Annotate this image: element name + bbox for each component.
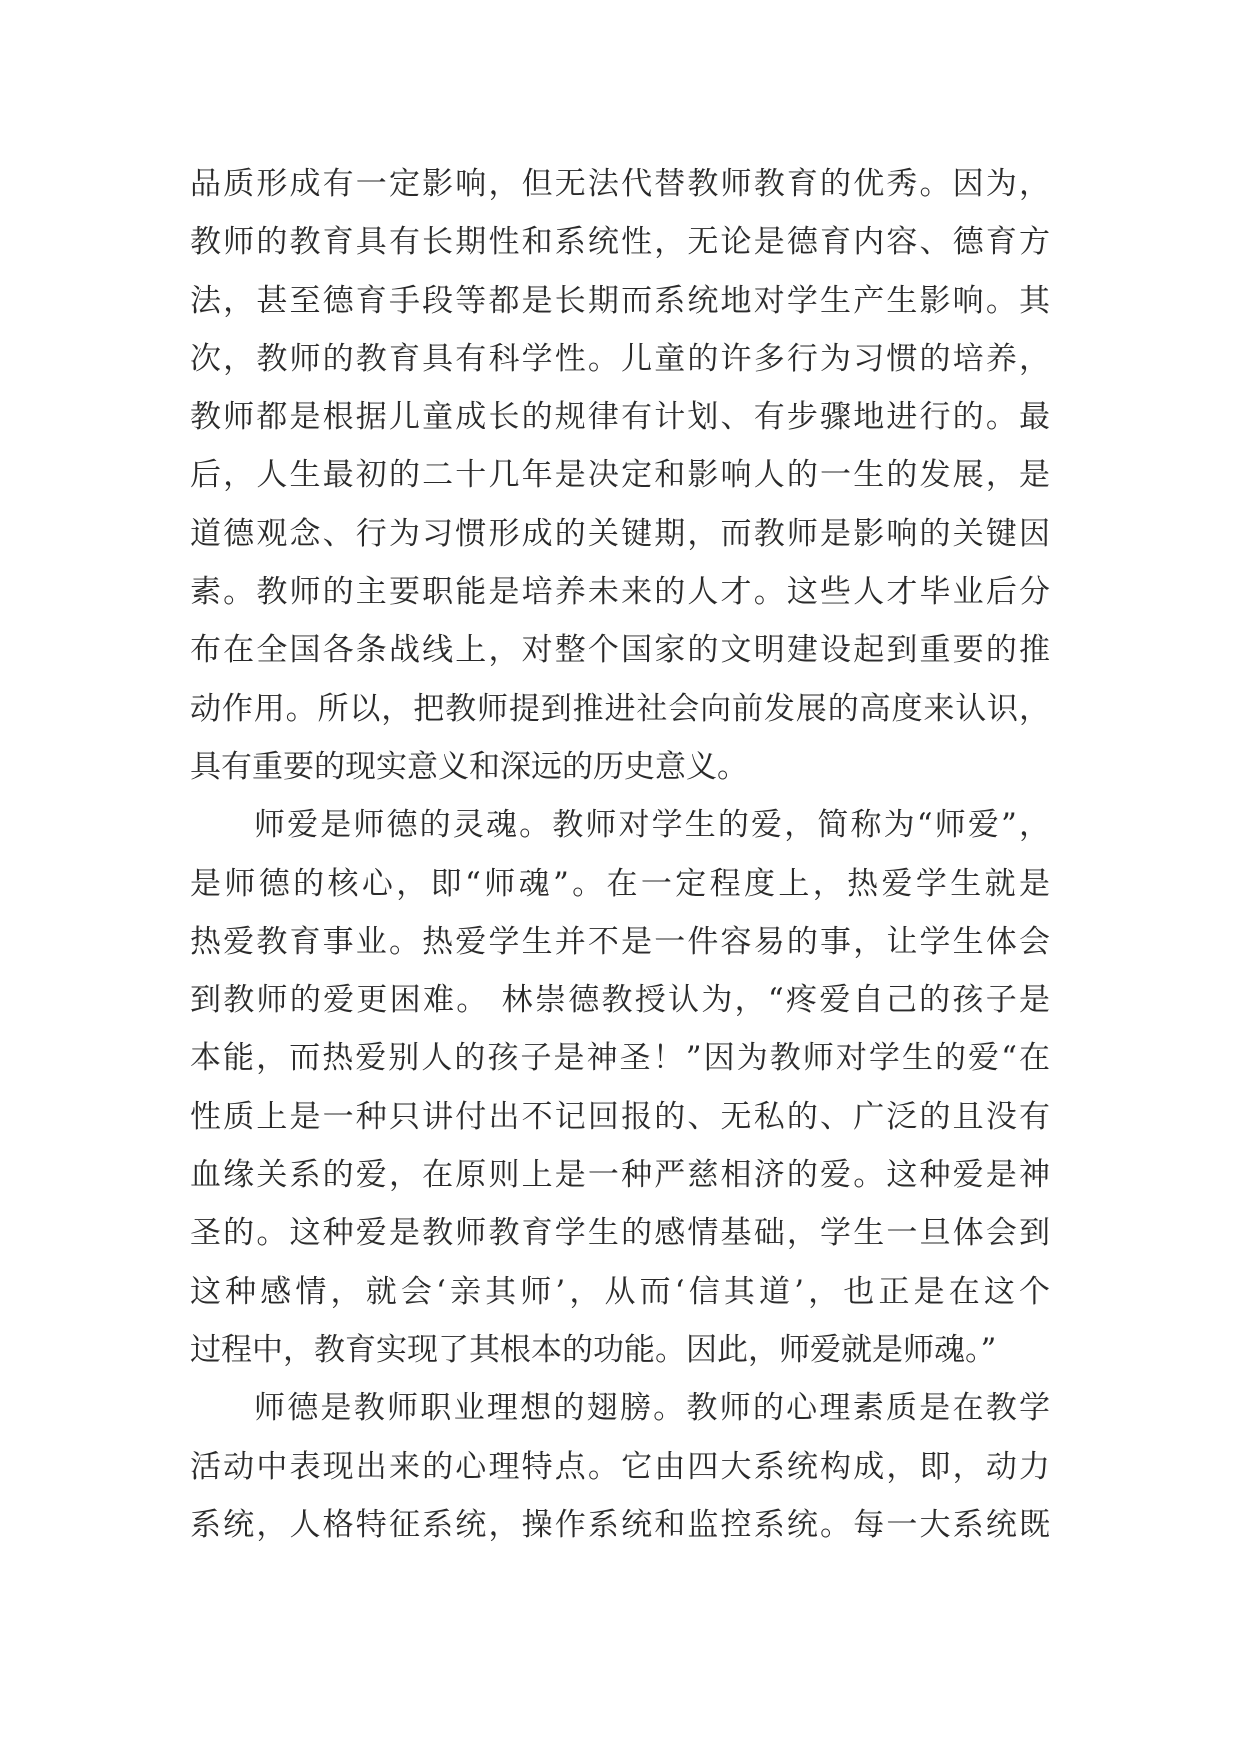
text-line: 热爱教育事业。热爱学生并不是一件容易的事，让学生体会 bbox=[190, 923, 1050, 960]
text-line: 法，甚至德育手段等都是长期而系统地对学生产生影响。其 bbox=[190, 282, 1050, 319]
text-line: 本能，而热爱别人的孩子是神圣！”因为教师对学生的爱“在 bbox=[190, 1040, 1050, 1077]
text-line: 活动中表现出来的心理特点。它由四大系统构成，即，动力 bbox=[190, 1448, 1050, 1485]
text-line: 这种感情，就会‘亲其师’，从而‘信其道’，也正是在这个 bbox=[190, 1273, 1050, 1310]
text-line: 具有重要的现实意义和深远的历史意义。 bbox=[190, 748, 748, 785]
text-line: 血缘关系的爱，在原则上是一种严慈相济的爱。这种爱是神 bbox=[190, 1157, 1050, 1194]
text-line: 素。教师的主要职能是培养未来的人才。这些人才毕业后分 bbox=[190, 574, 1050, 611]
text-line: 师爱是师德的灵魂。教师对学生的爱，简称为“师爱”， bbox=[254, 807, 1050, 844]
text-line: 动作用。所以，把教师提到推进社会向前发展的高度来认识， bbox=[190, 690, 1050, 727]
text-line: 到教师的爱更困难。 林崇德教授认为，“疼爱自己的孩子是 bbox=[190, 982, 1050, 1019]
text-line: 是师德的核心，即“师魂”。在一定程度上，热爱学生就是 bbox=[190, 865, 1050, 902]
text-line: 次，教师的教育具有科学性。儿童的许多行为习惯的培养， bbox=[190, 340, 1050, 377]
text-line: 布在全国各条战线上，对整个国家的文明建设起到重要的推 bbox=[190, 632, 1050, 669]
text-line: 后，人生最初的二十几年是决定和影响人的一生的发展，是 bbox=[190, 457, 1050, 494]
text-line: 过程中，教育实现了其根本的功能。因此，师爱就是师魂。” bbox=[190, 1331, 997, 1368]
text-line: 道德观念、行为习惯形成的关键期，而教师是影响的关键因 bbox=[190, 515, 1050, 552]
body-text bbox=[190, 155, 1050, 1554]
text-line: 系统，人格特征系统，操作系统和监控系统。每一大系统既 bbox=[190, 1506, 1050, 1543]
text-line: 教师都是根据儿童成长的规律有计划、有步骤地进行的。最 bbox=[190, 399, 1050, 436]
text-line: 教师的教育具有长期性和系统性，无论是德育内容、德育方 bbox=[190, 224, 1050, 261]
text-line: 性质上是一种只讲付出不记回报的、无私的、广泛的且没有 bbox=[190, 1098, 1050, 1135]
text-line: 师德是教师职业理想的翅膀。教师的心理素质是在教学 bbox=[254, 1390, 1050, 1427]
text-line: 品质形成有一定影响，但无法代替教师教育的优秀。因为， bbox=[190, 166, 1050, 202]
text-line: 圣的。这种爱是教师教育学生的感情基础，学生一旦体会到 bbox=[190, 1215, 1050, 1252]
